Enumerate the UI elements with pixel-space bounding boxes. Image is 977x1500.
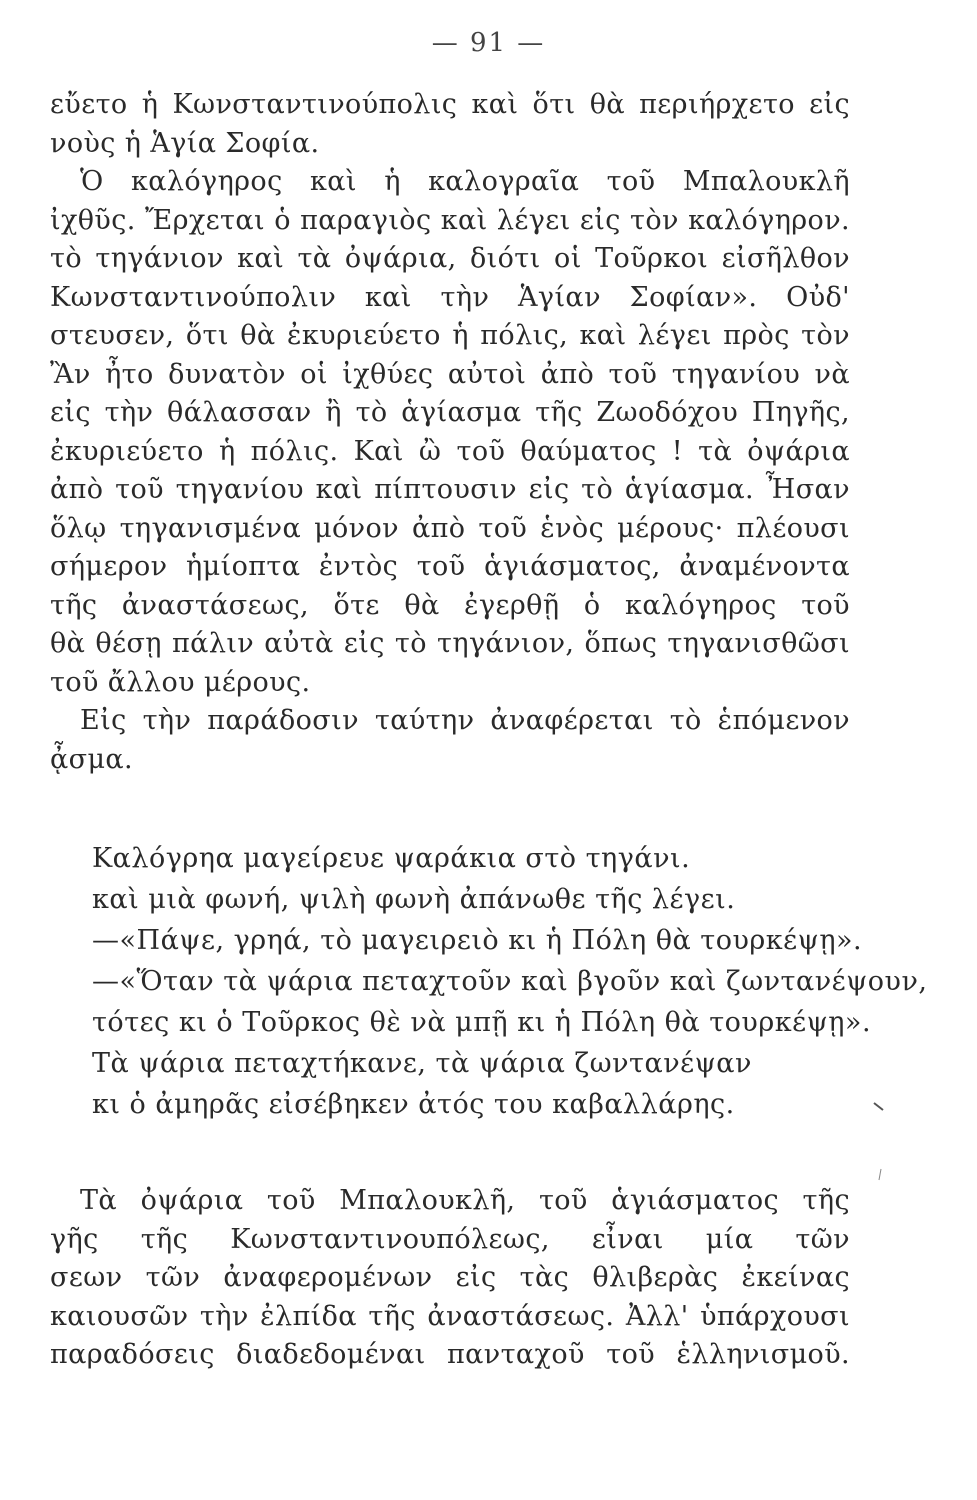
text-line: ᾆσμα. bbox=[50, 743, 134, 775]
text-line: στευσεν, ὅτι θὰ ἐκυριεύετο ἡ πόλις, καὶ λέγει πρὸς τὸν bbox=[50, 320, 850, 351]
text-line: νοὺς ἡ Ἁγία Σοφία. bbox=[50, 127, 320, 159]
paragraph-block-bottom bbox=[50, 1182, 850, 1375]
song-verse: τότες κι ὁ Τοῦρκος θὲ νὰ μπῇ κι ἡ Πόλη θὰ τουρκέψῃ». bbox=[92, 1007, 872, 1038]
text-line: Εἰς τὴν παράδοσιν ταύτην ἀναφέρεται τὸ ἑπόμενον bbox=[80, 705, 850, 736]
text-line: τὸ τηγάνιον καὶ τὰ ὀψάρια, διότι οἱ Τοῦρκοι εἰσῆλθον bbox=[50, 243, 850, 274]
song-verse: Τὰ ψάρια πεταχτήκανε, τὰ ψάρια ζωντανέψαν bbox=[92, 1048, 752, 1079]
text-line: τοῦ ἄλλου μέρους. bbox=[50, 666, 311, 698]
text-line: τῆς ἀναστάσεως, ὅτε θὰ ἐγερθῇ ὁ καλόγηρος τοῦ bbox=[50, 589, 850, 621]
text-line: εἰς τὴν θάλασσαν ἢ τὸ ἁγίασμα τῆς Ζωοδόχου Πηγῆς, bbox=[50, 397, 850, 428]
text-line: ἐκυριεύετο ἡ πόλις. Καὶ ὢ τοῦ θαύματος ! τὰ ὀψάρια bbox=[50, 435, 850, 467]
song-verse: κι ὁ ἀμηρᾶς εἰσέβηκεν ἀτός του καβαλλάρης. bbox=[92, 1089, 735, 1120]
text-line: ἰχθῦς. Ἔρχεται ὁ παραγιὸς καὶ λέγει εἰς τὸν καλόγηρον. bbox=[50, 204, 850, 236]
text-line: γῆς τῆς Κωνσταντινουπόλεως, εἶναι μία τῶν bbox=[50, 1223, 850, 1255]
text-line: ὅλῳ τηγανισμένα μόνον ἀπὸ τοῦ ἑνὸς μέρους· πλέουσι bbox=[50, 512, 850, 544]
text-line: εὔετο ἡ Κωνσταντινούπολις καὶ ὅτι θὰ περιήρχετο εἰς bbox=[50, 89, 850, 120]
page-number: — 91 — bbox=[431, 28, 546, 58]
folk-song bbox=[92, 838, 927, 1125]
song-verse: Καλόγρηα μαγείρευε ψαράκια στὸ τηγάνι. bbox=[92, 843, 691, 874]
text-line: παραδόσεις διαδεδομέναι πανταχοῦ τοῦ ἑλληνισμοῦ. bbox=[50, 1339, 850, 1370]
text-line: σήμερον ἡμίοπτα ἐντὸς τοῦ ἁγιάσματος, ἀναμένοντα bbox=[50, 551, 850, 582]
text-line: Ἂν ἦτο δυνατὸν οἱ ἰχθύες αὐτοὶ ἀπὸ τοῦ τηγανίου νὰ bbox=[50, 358, 850, 390]
text-line: Ὁ καλόγηρος καὶ ἡ καλογραῖα τοῦ Μπαλουκλῆ bbox=[80, 166, 850, 197]
text-line: καιουσῶν τὴν ἐλπίδα τῆς ἀναστάσεως. Ἀλλ' ὑπάρχουσι bbox=[50, 1300, 850, 1332]
text-line: Τὰ ὀψάρια τοῦ Μπαλουκλῆ, τοῦ ἁγιάσματος τῆς bbox=[80, 1185, 850, 1216]
paragraph-block-top bbox=[50, 86, 850, 779]
scan-speck-mark bbox=[872, 1100, 886, 1114]
text-line: θὰ θέσῃ πάλιν αὐτὰ εἰς τὸ τηγάνιον, ὅπως τηγανισθῶσι bbox=[50, 628, 850, 659]
song-verse: καὶ μιὰ φωνή, ψιλὴ φωνὴ ἀπάνωθε τῆς λέγει. bbox=[92, 884, 736, 915]
song-verse: —«Πάψε, γρηά, τὸ μαγειρειὸ κι ἡ Πόλη θὰ τουρκέψῃ». bbox=[92, 925, 863, 956]
song-verse: —«Ὅταν τὰ ψάρια πεταχτοῦν καὶ βγοῦν καὶ ζωντανέψουν, bbox=[92, 966, 928, 997]
scan-speck-mark bbox=[876, 1168, 884, 1182]
text-line: Κωνσταντινούπολιν καὶ τὴν Ἁγίαν Σοφίαν». Οὐδ' bbox=[50, 281, 850, 313]
text-line: σεων τῶν ἀναφερομένων εἰς τὰς θλιβερὰς ἐκείνας bbox=[50, 1262, 850, 1293]
text-line: ἀπὸ τοῦ τηγανίου καὶ πίπτουσιν εἰς τὸ ἁγίασμα. Ἦσαν bbox=[50, 474, 850, 505]
